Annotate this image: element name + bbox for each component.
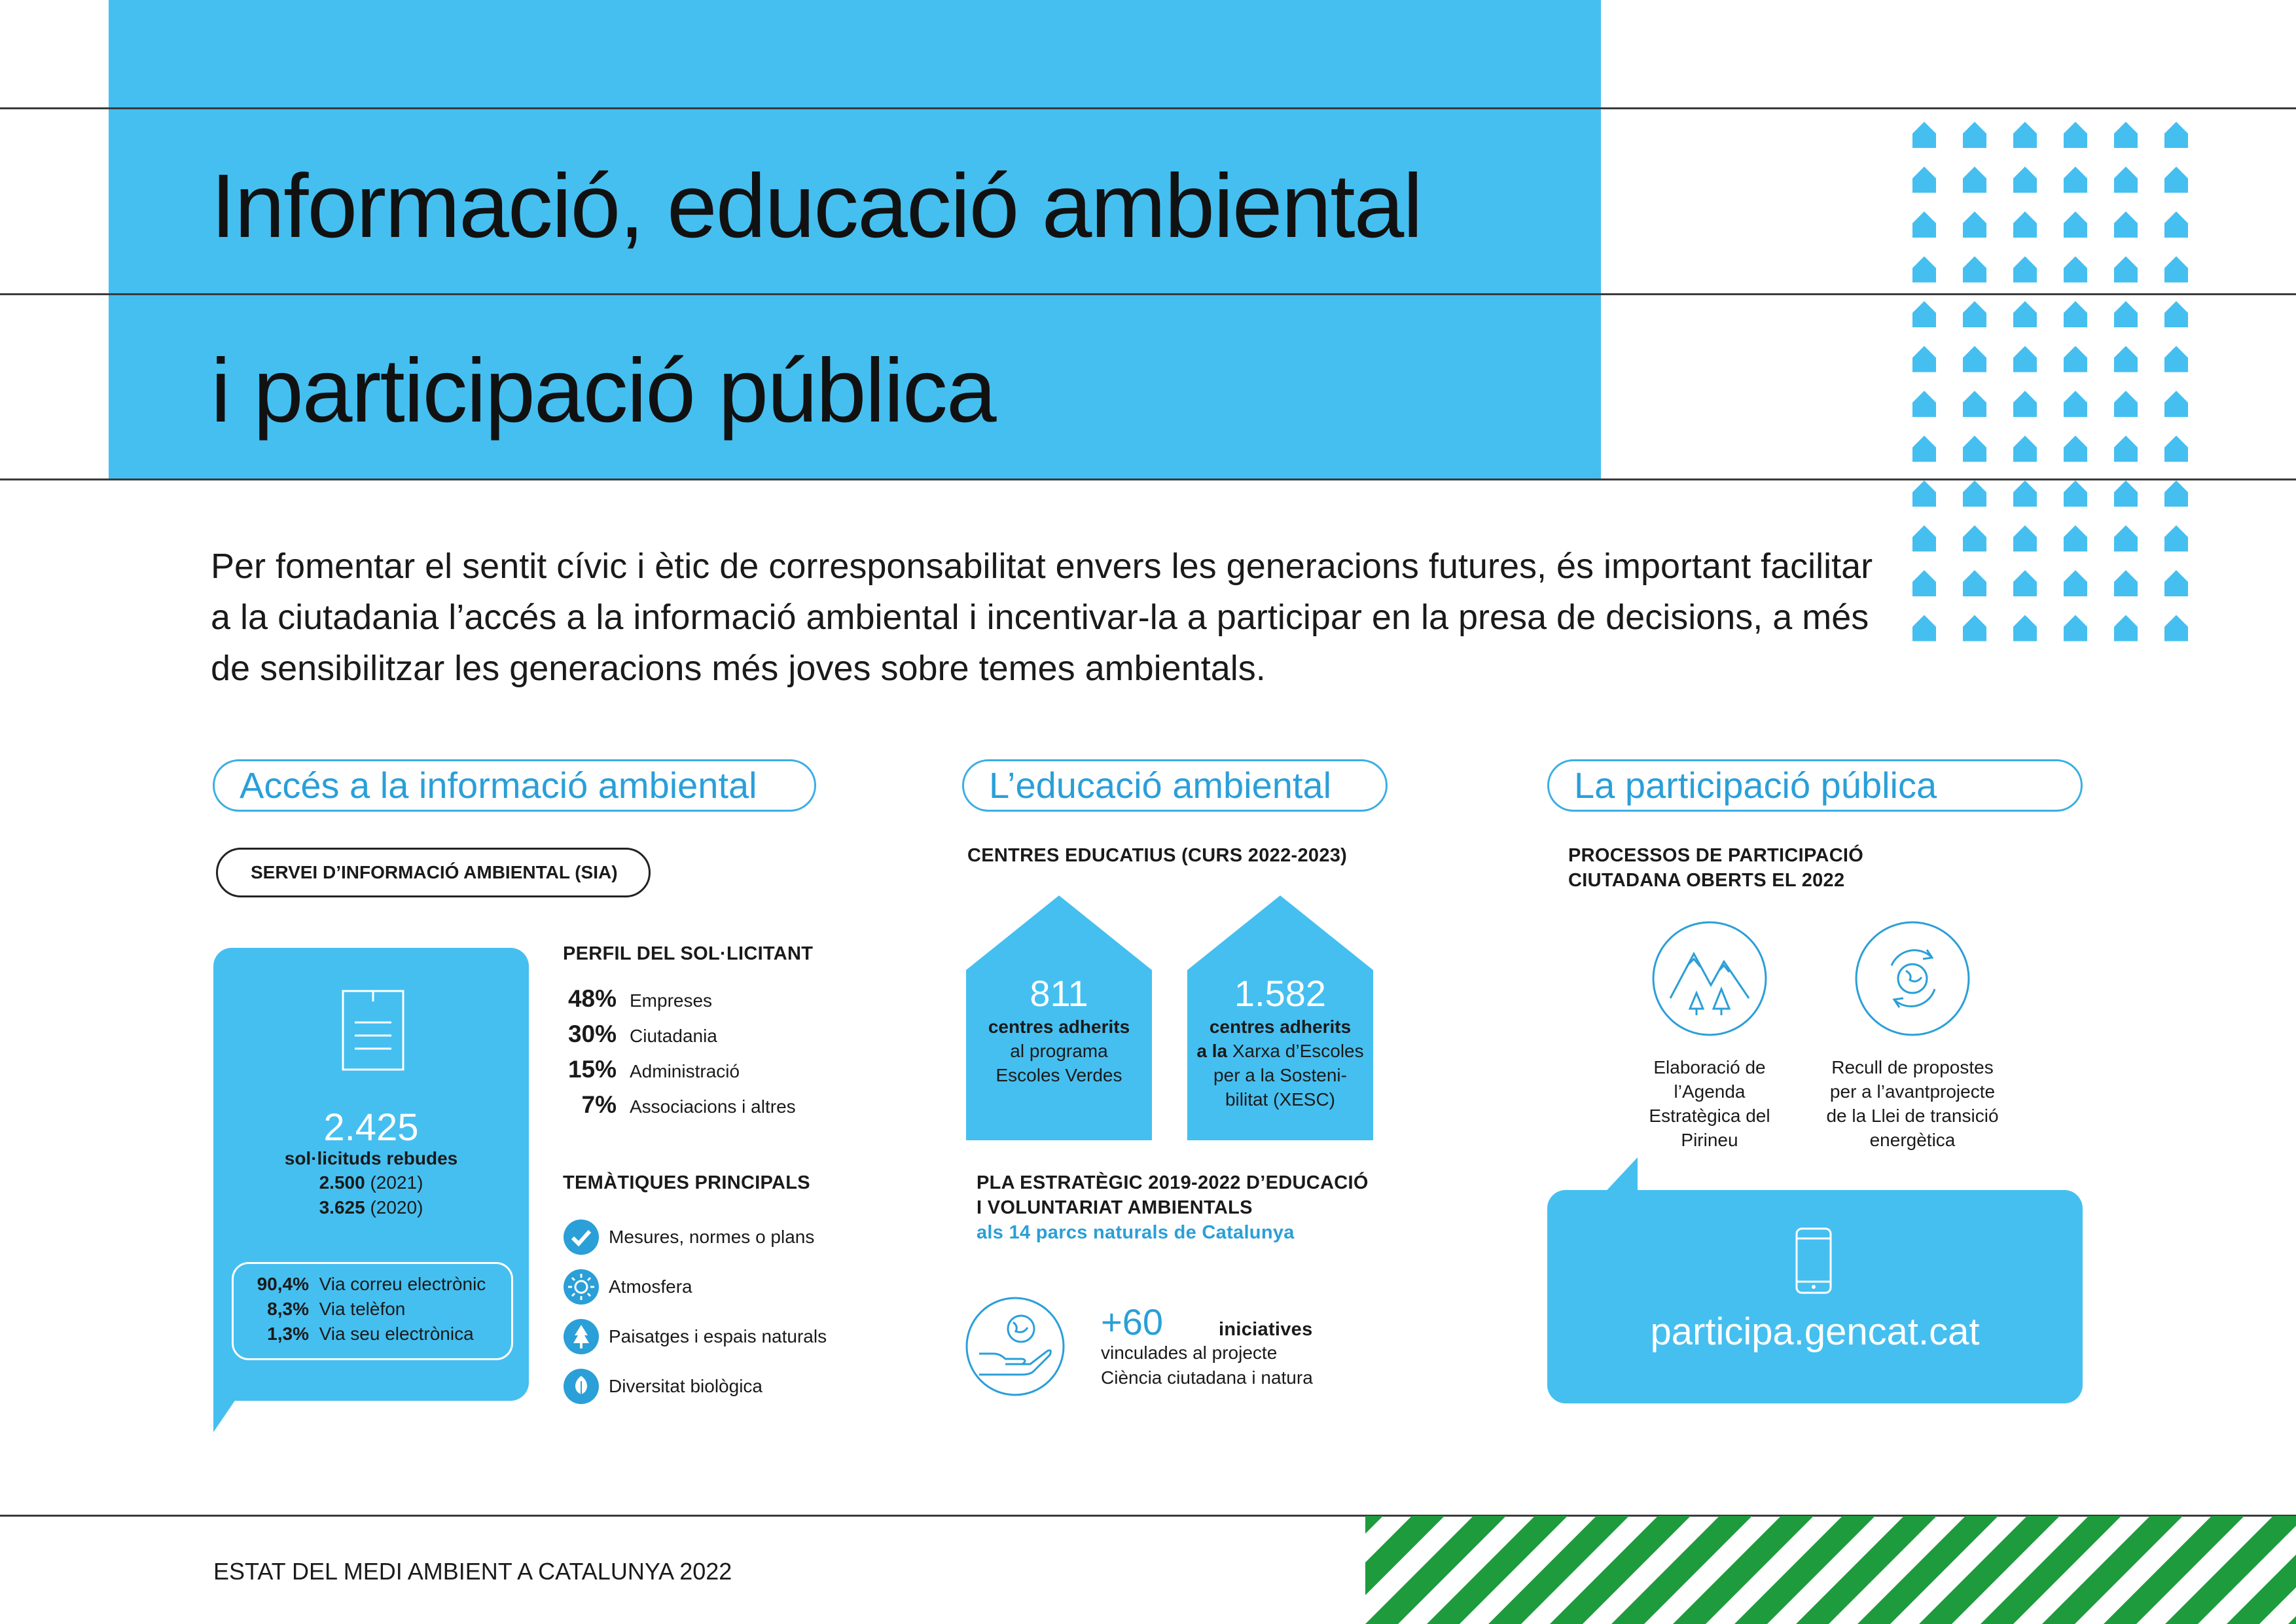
house-icon — [1963, 122, 1986, 148]
channel-row: 90,4% Via correu electrònic — [257, 1274, 486, 1294]
topics-title: TEMÀTIQUES PRINCIPALS — [563, 1172, 810, 1193]
house-icon — [2164, 391, 2188, 417]
house-icon — [2114, 391, 2138, 417]
phone-icon — [1795, 1227, 1833, 1295]
plan-title: PLA ESTRATÈGIC 2019-2022 D’EDUCACIÓ I VOLUNTARIAT AMBIENTALS — [977, 1172, 1369, 1218]
house-icon — [2064, 301, 2087, 327]
profile-title: PERFIL DEL SOL·LICITANT — [563, 943, 814, 964]
house-icon — [2164, 570, 2188, 596]
house-icon — [2064, 167, 2087, 193]
requests-label: sol·licituds rebudes — [284, 1148, 458, 1168]
centres-title: CENTRES EDUCATIUS (CURS 2022-2023) — [967, 845, 1348, 866]
house-icon — [2114, 570, 2138, 596]
house-icon — [2164, 480, 2188, 507]
house-icon — [1963, 257, 1986, 283]
house-icon — [2114, 257, 2138, 283]
requests-2020: 3.625 (2020) — [319, 1197, 423, 1218]
house-icon — [1912, 570, 1936, 596]
house-icon — [1963, 211, 1986, 238]
house-icon — [2114, 526, 2138, 552]
house-text: centres adherits a la Xarxa d’Escoles per a la Sosteni- bilitat (XESC) — [1196, 1017, 1364, 1110]
divider-line — [0, 107, 2296, 109]
house-icon — [2013, 615, 2037, 641]
process-1-text: Elaboració de l’Agenda Estratègica del Pirineu — [1649, 1057, 1770, 1150]
channel-row: 1,3% Via seu electrònica — [267, 1324, 474, 1344]
house-icon — [2164, 122, 2188, 148]
house-number: 1.582 — [1234, 973, 1327, 1014]
house-pattern — [1898, 118, 2199, 655]
initiatives-bold: iniciatives — [1219, 1319, 1313, 1340]
house-icon — [2114, 615, 2138, 641]
house-icon — [1963, 346, 1986, 372]
house-icon — [2013, 211, 2037, 238]
channel-row: 8,3% Via telèfon — [267, 1299, 406, 1319]
house-icon — [2013, 167, 2037, 193]
house-icon — [2114, 122, 2138, 148]
house-icon — [1912, 301, 1936, 327]
house-icon — [1912, 211, 1936, 238]
section-heading-participation: La participació pública — [1547, 759, 2083, 812]
house-icon — [1963, 615, 1986, 641]
house-icon — [2064, 257, 2087, 283]
house-text: centres adherits al programa Escoles Verdes — [988, 1017, 1130, 1085]
house-icon — [2064, 480, 2087, 507]
footer-text: ESTAT DEL MEDI AMBIENT A CATALUNYA 2022 — [213, 1558, 732, 1585]
topic-row: Diversitat biològica — [563, 1362, 890, 1411]
channels-list — [236, 1272, 511, 1346]
house-icon — [2164, 615, 2188, 641]
house-icon — [1963, 167, 1986, 193]
profile-row: 48% Empreses — [567, 985, 713, 1012]
house-icon — [2013, 480, 2037, 507]
house-icon — [2114, 480, 2138, 507]
initiatives-number: +60 — [1101, 1301, 1163, 1343]
page-title-line-1: Informació, educació ambiental — [211, 156, 1422, 257]
house-icon — [1963, 570, 1986, 596]
house-icon — [2164, 526, 2188, 552]
house-icon — [2013, 436, 2037, 462]
requests-count: 2.425 — [323, 1106, 419, 1149]
sun-icon — [563, 1269, 600, 1305]
house-icon — [1963, 391, 1986, 417]
house-icon — [1912, 391, 1936, 417]
house-icon — [2164, 301, 2188, 327]
house-icon — [2013, 526, 2037, 552]
requests-2021: 2.500 (2021) — [319, 1172, 423, 1193]
house-icon — [1912, 615, 1936, 641]
house-number: 811 — [1030, 973, 1088, 1014]
house-icon — [2164, 346, 2188, 372]
house-icon — [1963, 526, 1986, 552]
profile-row: 30% Ciutadania — [567, 1020, 717, 1047]
topic-row: Paisatges i espais naturals — [563, 1312, 890, 1362]
house-icon — [1912, 257, 1936, 283]
stripe-decoration — [1365, 1516, 2296, 1624]
house-icon — [2164, 167, 2188, 193]
service-label: SERVEI D’INFORMACIÓ AMBIENTAL (SIA) — [216, 848, 651, 897]
page-title-line-2: i participació pública — [211, 340, 996, 441]
house-icon — [2114, 167, 2138, 193]
house-icon — [2164, 436, 2188, 462]
house-icon — [1912, 346, 1936, 372]
website-link[interactable]: participa.gencat.cat — [1650, 1310, 1980, 1353]
plan-subtitle: als 14 parcs naturals de Catalunya — [977, 1222, 1295, 1243]
house-icon — [2013, 301, 2037, 327]
house-icon — [2064, 122, 2087, 148]
intro-paragraph: Per fomentar el sentit cívic i ètic de corresponsabilitat envers les generacions futures, és important facilitar a la ciutadania l’accés a la informació ambiental i incentivar-la a participar en la presa de decisions, a més de sensibilitzar les generacions més joves sobre temes ambientals. — [211, 547, 1873, 688]
profile-row: 7% Associacions i altres — [581, 1091, 796, 1118]
house-icon — [1963, 301, 1986, 327]
house-icon — [2114, 436, 2138, 462]
house-icon — [1963, 480, 1986, 507]
profile-row: 15% Administració — [567, 1056, 740, 1083]
house-icon — [2064, 391, 2087, 417]
topic-row: Mesures, normes o plans — [563, 1212, 890, 1262]
website-box — [1547, 1190, 2083, 1403]
house-icon — [2013, 346, 2037, 372]
house-icon — [2164, 211, 2188, 238]
house-icon — [2064, 346, 2087, 372]
topics-list — [563, 1212, 890, 1411]
tree-icon — [563, 1318, 600, 1355]
house-icon — [2114, 346, 2138, 372]
house-icon — [1963, 436, 1986, 462]
house-icon — [1912, 526, 1936, 552]
section-heading-access: Accés a la informació ambiental — [213, 759, 816, 812]
leaf-icon — [563, 1368, 600, 1405]
process-2-text: Recull de propostes per a l’avantprojecte de la Llei de transició energètica — [1826, 1057, 1999, 1150]
initiatives-text: vinculades al projecte Ciència ciutadana i natura — [1101, 1343, 1313, 1388]
house-icon — [2064, 436, 2087, 462]
house-icon — [1912, 480, 1936, 507]
house-icon — [2064, 526, 2087, 552]
house-icon — [2114, 301, 2138, 327]
house-icon — [2013, 257, 2037, 283]
processes-title: PROCESSOS DE PARTICIPACIÓ CIUTADANA OBERTS EL 2022 — [1568, 845, 1864, 891]
mountains-icon — [1651, 920, 1768, 1038]
speech-tail — [213, 1375, 253, 1434]
recycle-earth-icon — [1854, 920, 1971, 1038]
house-icon — [2064, 570, 2087, 596]
house-icon — [2013, 122, 2037, 148]
section-heading-education: L’educació ambiental — [962, 759, 1388, 812]
house-icon — [1912, 122, 1936, 148]
checkmark-icon — [563, 1219, 600, 1255]
document-icon — [340, 988, 406, 1072]
hand-earth-icon — [965, 1296, 1066, 1397]
house-icon — [1912, 167, 1936, 193]
topic-row: Atmosfera — [563, 1262, 890, 1312]
house-icon — [2064, 615, 2087, 641]
house-icon — [2114, 211, 2138, 238]
house-icon — [2064, 211, 2087, 238]
house-icon — [2164, 257, 2188, 283]
house-icon — [2013, 391, 2037, 417]
profile-list — [563, 985, 864, 1127]
house-icon — [2013, 570, 2037, 596]
house-icon — [1912, 436, 1936, 462]
